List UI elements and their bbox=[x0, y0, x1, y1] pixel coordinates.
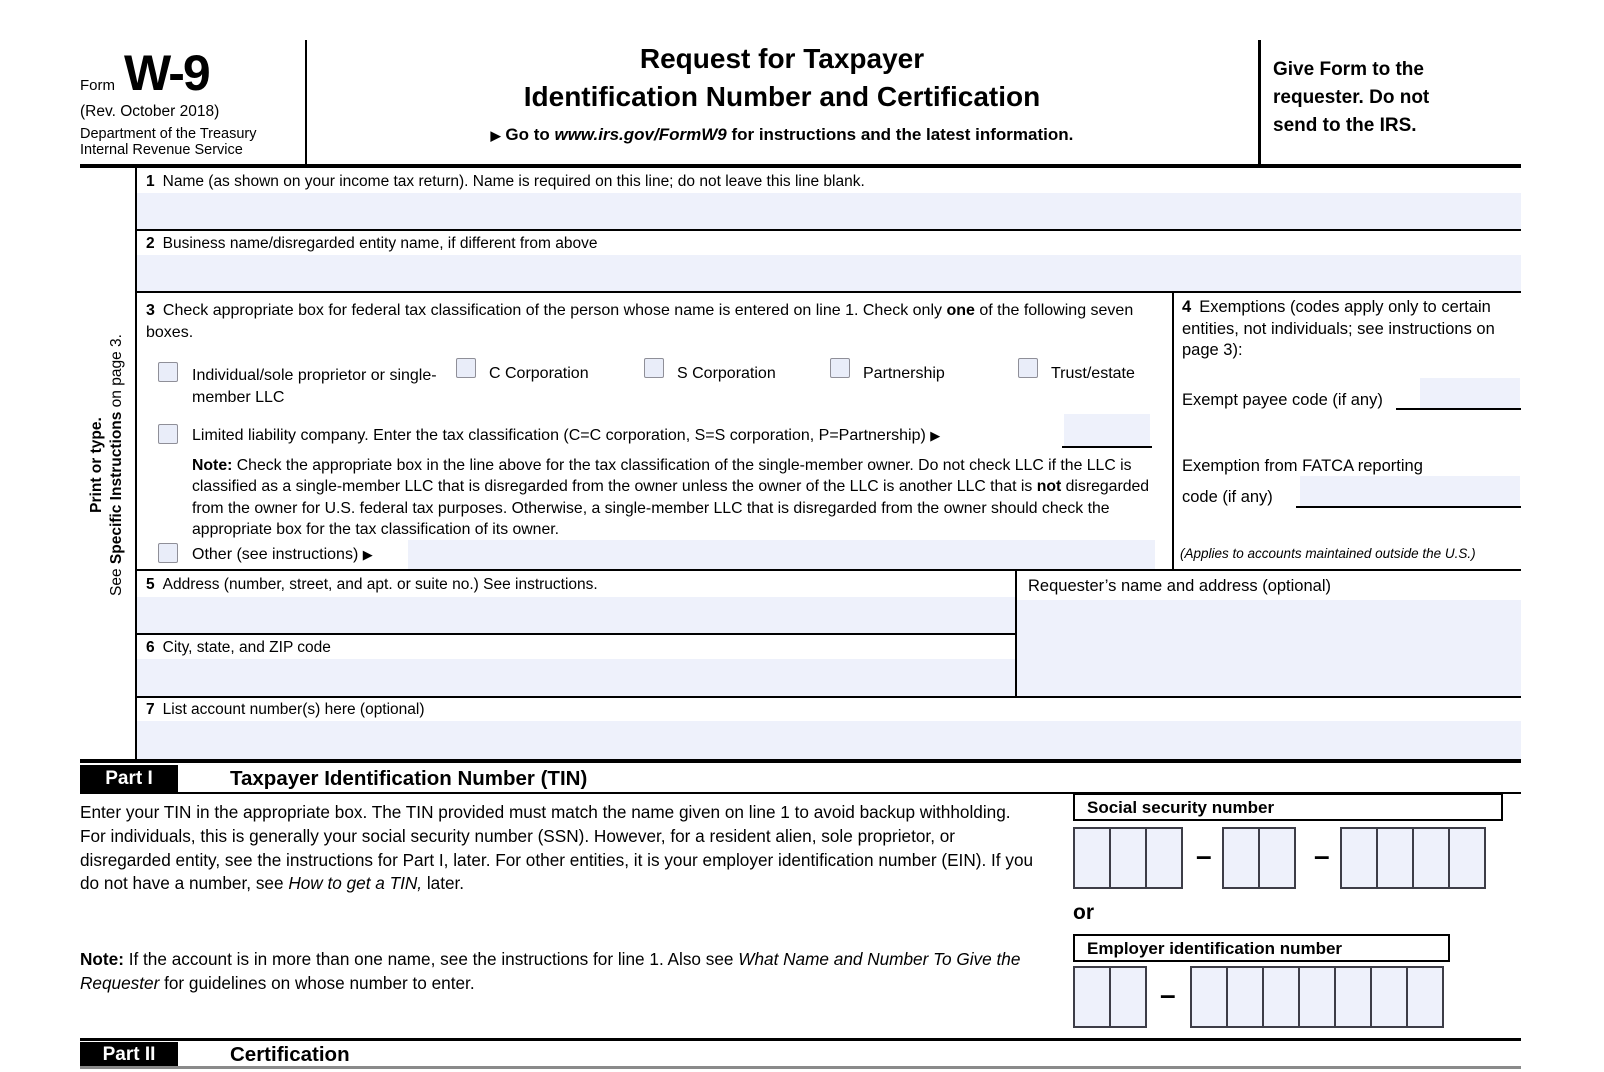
header-left-block bbox=[80, 44, 300, 158]
tin-digit-cell[interactable] bbox=[1109, 827, 1147, 889]
right-arrow-icon: ▶ bbox=[490, 128, 501, 143]
checkbox-s-corporation[interactable] bbox=[644, 358, 664, 378]
tin-digit-cell[interactable] bbox=[1448, 827, 1486, 889]
part1-top-rule bbox=[80, 759, 1521, 763]
part1-title: Taxpayer Identification Number (TIN) bbox=[230, 767, 588, 790]
tin-digit-cell[interactable] bbox=[1334, 966, 1372, 1028]
llc-classification-underline bbox=[1062, 446, 1152, 448]
checkbox-c-corporation[interactable] bbox=[456, 358, 476, 378]
checkbox-other-label: Other (see instructions) ▶ bbox=[192, 546, 373, 563]
fatca-label-line1: Exemption from FATCA reporting bbox=[1182, 457, 1423, 475]
checkbox-individual-label: Individual/sole proprietor or single-member LLC bbox=[192, 367, 437, 406]
line4-label: 4 Exemptions (codes apply only to certain entities, not individuals; see instructions on page 3): bbox=[1182, 298, 1495, 359]
checkbox-llc-label: Limited liability company. Enter the tax classification (C=C corporation, S=S corporation, P=Partnership) ▶ bbox=[192, 427, 941, 444]
name-input[interactable] bbox=[137, 193, 1521, 229]
give-form-notice: Give Form to the requester. Do not send to the IRS. bbox=[1273, 59, 1430, 136]
fatca-code-underline bbox=[1296, 506, 1521, 508]
part1-badge: Part I bbox=[80, 765, 178, 792]
form-number: W-9 bbox=[124, 45, 209, 101]
checkbox-llc[interactable] bbox=[158, 424, 178, 444]
business-name-input[interactable] bbox=[137, 255, 1521, 291]
checkbox-trust-estate-label: Trust/estate bbox=[1051, 365, 1135, 382]
tin-digit-cell[interactable] bbox=[1222, 827, 1260, 889]
address-input[interactable] bbox=[137, 597, 1015, 633]
part2-title: Certification bbox=[230, 1043, 350, 1066]
row2-border bbox=[136, 291, 1521, 293]
line5-label: 5 Address (number, street, and apt. or suite no.) See instructions. bbox=[146, 576, 598, 593]
line2-label: 2 Business name/disregarded entity name, if different from above bbox=[146, 235, 598, 252]
llc-note: Note: Check the appropriate box in the line above for the tax classification of the single-member owner. Do not check LLC if the LLC is classified as a single-member LLC that is disregarded from the owner unless the owner of the LLC is another LLC that is not disregarded from the owner for U.S. federal tax purposes. Otherwise, a single-member LLC that is disregarded from the owner should check the appropriate box for the tax classification of its owner. bbox=[192, 457, 1150, 538]
tin-digit-cell[interactable] bbox=[1340, 827, 1378, 889]
account-numbers-input[interactable] bbox=[137, 721, 1521, 759]
tin-digit-cell[interactable] bbox=[1406, 966, 1444, 1028]
tin-digit-cell[interactable] bbox=[1370, 966, 1408, 1028]
sidebar-line2: See Specific Instructions on page 3. bbox=[108, 334, 125, 596]
tin-digit-cell[interactable] bbox=[1073, 966, 1111, 1028]
ssn-dash-2: – bbox=[1314, 840, 1330, 871]
checkbox-partnership-label: Partnership bbox=[863, 365, 945, 382]
ssn-group-2 bbox=[1222, 827, 1296, 889]
ssn-label-box: Social security number bbox=[1073, 793, 1503, 821]
part1-note: Note: If the account is in more than one name, see the instructions for line 1. Also see What Name and Number To Give the Requester for guidelines on whose number to enter. bbox=[80, 949, 1021, 993]
row5-border bbox=[136, 633, 1015, 635]
ssn-group-1 bbox=[1073, 827, 1183, 889]
header-title-block bbox=[307, 40, 1257, 145]
tin-digit-cell[interactable] bbox=[1298, 966, 1336, 1028]
ssn-dash-1: – bbox=[1196, 840, 1212, 871]
row1-border bbox=[136, 229, 1521, 231]
fatca-label-line2: code (if any) bbox=[1182, 488, 1273, 506]
header-bottom-rule bbox=[80, 164, 1521, 168]
tin-digit-cell[interactable] bbox=[1073, 827, 1111, 889]
exempt-payee-label: Exempt payee code (if any) bbox=[1182, 391, 1383, 409]
other-arrow-icon: ▶ bbox=[362, 547, 373, 562]
form-agency: Internal Revenue Service bbox=[80, 142, 243, 158]
checkbox-individual[interactable] bbox=[158, 362, 178, 382]
header-instruction: ▶ Go to www.irs.gov/FormW9 for instructions and the latest information. bbox=[490, 125, 1074, 144]
form-department: Department of the Treasury bbox=[80, 126, 257, 142]
checkbox-c-corporation-label: C Corporation bbox=[489, 365, 589, 382]
tin-digit-cell[interactable] bbox=[1190, 966, 1228, 1028]
header-divider-right bbox=[1258, 40, 1261, 165]
tin-digit-cell[interactable] bbox=[1262, 966, 1300, 1028]
line7-label: 7 List account number(s) here (optional) bbox=[146, 701, 425, 718]
llc-arrow-icon: ▶ bbox=[930, 428, 941, 443]
row6-border bbox=[136, 696, 1521, 698]
other-input[interactable] bbox=[408, 540, 1155, 570]
requester-label: Requester’s name and address (optional) bbox=[1028, 577, 1331, 595]
tin-digit-cell[interactable] bbox=[1258, 827, 1296, 889]
ssn-group-3 bbox=[1340, 827, 1486, 889]
tin-digit-cell[interactable] bbox=[1376, 827, 1414, 889]
exempt-payee-input[interactable] bbox=[1420, 378, 1520, 408]
row34-border bbox=[136, 569, 1521, 571]
ein-dash: – bbox=[1160, 979, 1176, 1010]
line1-label: 1 Name (as shown on your income tax return). Name is required on this line; do not leave this line blank. bbox=[146, 173, 865, 190]
tin-digit-cell[interactable] bbox=[1226, 966, 1264, 1028]
requester-input[interactable] bbox=[1017, 600, 1521, 696]
part2-top-rule bbox=[80, 1038, 1521, 1041]
exempt-payee-underline bbox=[1396, 408, 1521, 410]
part2-bottom-rule bbox=[80, 1066, 1521, 1069]
fatca-code-input[interactable] bbox=[1300, 476, 1520, 506]
col4-divider bbox=[1172, 293, 1174, 570]
checkbox-trust-estate[interactable] bbox=[1018, 358, 1038, 378]
ein-label-box: Employer identification number bbox=[1073, 934, 1450, 962]
tin-digit-cell[interactable] bbox=[1412, 827, 1450, 889]
city-state-zip-input[interactable] bbox=[137, 659, 1015, 696]
ein-group-2 bbox=[1190, 966, 1444, 1028]
form-word: Form bbox=[80, 77, 115, 94]
irs-url[interactable]: www.irs.gov/FormW9 bbox=[554, 125, 727, 144]
checkbox-other[interactable] bbox=[158, 543, 178, 563]
tin-digit-cell[interactable] bbox=[1145, 827, 1183, 889]
line6-label: 6 City, state, and ZIP code bbox=[146, 639, 331, 656]
form-title-line2: Identification Number and Certification bbox=[523, 81, 1041, 112]
line3-label: 3 Check appropriate box for federal tax classification of the person whose name is entered on line 1. Check only one of the following seven boxes. bbox=[146, 302, 1134, 341]
tin-digit-cell[interactable] bbox=[1109, 966, 1147, 1028]
part2-badge: Part II bbox=[80, 1042, 178, 1068]
form-revision: (Rev. October 2018) bbox=[80, 103, 220, 120]
applies-note: (Applies to accounts maintained outside the U.S.) bbox=[1180, 546, 1476, 561]
form-title-line1: Request for Taxpayer bbox=[639, 43, 925, 74]
llc-classification-input[interactable] bbox=[1064, 414, 1150, 446]
print-or-type-sidebar bbox=[80, 168, 136, 762]
sidebar-line1: Print or type. bbox=[88, 417, 105, 513]
or-text: or bbox=[1073, 901, 1094, 924]
part1-paragraph: Enter your TIN in the appropriate box. The TIN provided must match the name given on line 1 to avoid backup withholding. For individuals, this is generally your social security number (SSN). However, for a resident alien, sole proprietor, or disregarded entity, see the instructions for Part I, later. For other entities, it is your employer identification number (EIN). If you do not have a number, see How to get a TIN, later. bbox=[80, 802, 1034, 894]
checkbox-s-corporation-label: S Corporation bbox=[677, 365, 776, 382]
checkbox-partnership[interactable] bbox=[830, 358, 850, 378]
ein-group-1 bbox=[1073, 966, 1147, 1028]
